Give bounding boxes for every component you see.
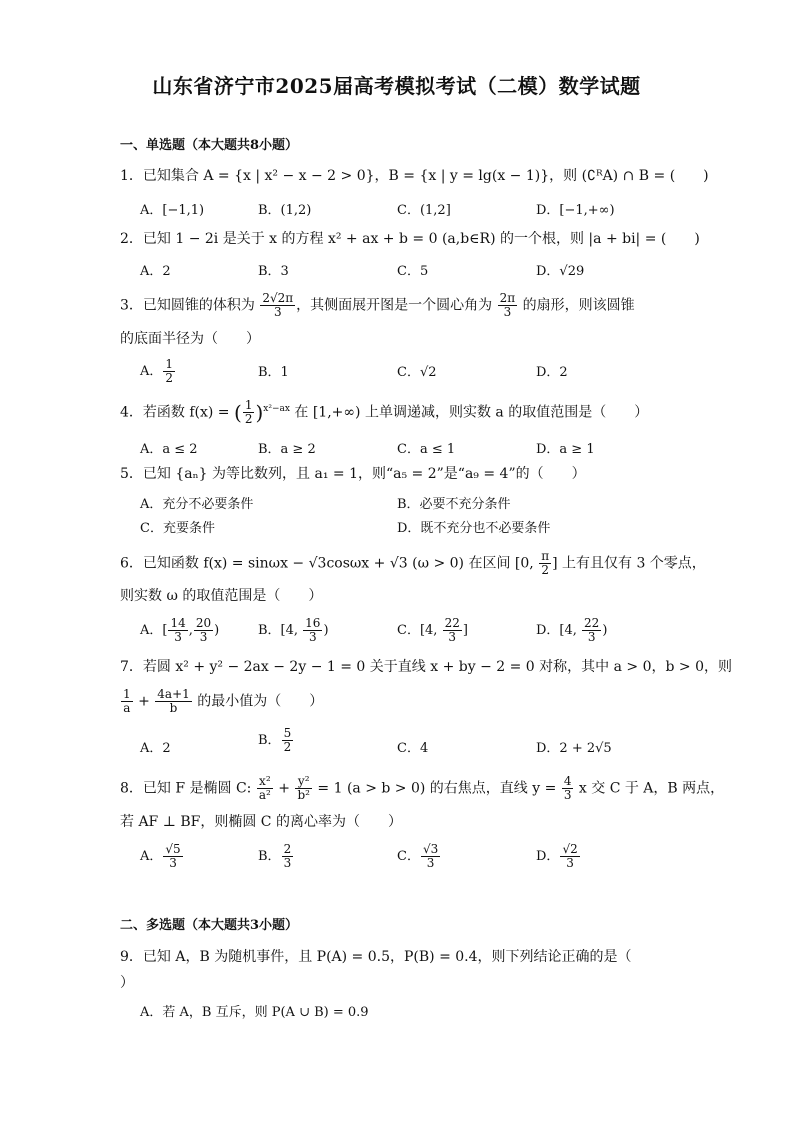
q3-angle-num: 2π: [499, 291, 516, 305]
q3-option-a: [140, 358, 176, 385]
q3-angle-fraction: [498, 292, 518, 319]
q8-c-label: C．: [397, 849, 420, 864]
question-5-stem: 5．已知 {aₙ} 为等比数列，且 a₁ = 1，则“a₅ = 2”是“a₉ = 4”的（ ）: [120, 466, 586, 482]
q4-exponent: x²−ax: [263, 404, 290, 414]
q8-a-den: 3: [169, 856, 177, 870]
q6-a-num1: 14: [170, 616, 186, 630]
q6-c-den: 3: [448, 630, 457, 644]
q1-option-d: D．[−1,+∞): [536, 203, 615, 218]
q4-option-c: C．a ≤ 1: [397, 442, 456, 457]
q6-a-den1: 3: [174, 630, 182, 644]
q8-option-a: [140, 843, 184, 870]
question-8-stem-line1: [120, 774, 725, 802]
q3-a-fraction: [163, 358, 175, 385]
q4-paren-close: ): [255, 400, 264, 425]
q8-x-den: a²: [258, 788, 271, 802]
question-3-stem-line1: [120, 292, 680, 319]
q6-d-close: ): [602, 623, 608, 638]
q3-option-c: C．√2: [397, 365, 437, 380]
q3-text-b: ，其侧面展开图是一个圆心角为: [296, 297, 497, 314]
q5-option-d: D．既不充分也不必要条件: [397, 521, 551, 536]
q3-text-a: 3．已知圆锥的体积为: [120, 297, 260, 314]
q3-volume-fraction: [260, 292, 295, 319]
q1-option-a: A．[−1,1): [140, 203, 205, 218]
question-3-stem-line2: 的底面半径为（ ）: [120, 331, 260, 347]
q2-option-a: A．2: [140, 264, 171, 279]
q6-text-b: 上有且仅有 3 个零点，: [557, 555, 706, 572]
q6-d-den: 3: [587, 630, 596, 644]
q9-option-a: A．若 A，B 互斥，则 P(A ∪ B) = 0.9: [140, 1005, 369, 1020]
q2-option-c: C．5: [397, 264, 429, 279]
q8-text-a: 8．已知 F 是椭圆 C:: [120, 780, 256, 797]
q6-b-close: ): [323, 623, 329, 638]
q4-option-a: A．a ≤ 2: [140, 442, 198, 457]
q6-text-a: 6．已知函数 f(x) = sinωx − √3cosωx + √3 (ω > 0) 在区间: [120, 555, 515, 572]
question-7-stem-line2: [120, 688, 680, 715]
q3-text-c: 的扇形，则该圆锥: [518, 297, 635, 314]
q6-pi-num: π: [541, 549, 550, 563]
q6-pi-fraction: [539, 550, 551, 577]
q8-text-c: x 交 C 于 A，B 两点，: [574, 780, 725, 797]
q1-option-c: C．(1,2]: [397, 203, 451, 218]
q8-slope-frac: [562, 775, 574, 802]
q7-b-den: 2: [283, 740, 292, 754]
q4-base-den: 2: [244, 412, 253, 427]
q8-slope-den: 3: [563, 788, 572, 802]
q4-paren-open: (: [234, 400, 242, 425]
q7-b-label: B．: [258, 733, 281, 748]
q6-a-close: ): [214, 623, 220, 638]
q7-b-frac: [282, 727, 294, 754]
q8-b-num: 2: [283, 842, 292, 856]
q6-a-frac1: [168, 617, 187, 644]
q8-option-b: [258, 843, 294, 870]
q5-option-a: A．充分不必要条件: [140, 497, 254, 512]
q6-pi-den: 2: [541, 563, 549, 577]
q8-y-den: b²: [297, 788, 310, 802]
q6-c-open: C．[4,: [397, 623, 442, 638]
question-2-stem: 2．已知 1 − 2i 是关于 x 的方程 x² + ax + b = 0 (a,b∈R) 的一个根，则 |a + bi| = ( ): [120, 231, 700, 247]
q7-frac1-den: a: [123, 701, 131, 715]
q6-b-frac: [303, 617, 322, 644]
q8-b-label: B．: [258, 849, 281, 864]
q7-frac2-den: b: [169, 701, 178, 715]
question-9-stem-line1: 9．已知 A，B 为随机事件，且 P(A) = 0.5，P(B) = 0.4，则下列结论正确的是（: [120, 949, 632, 965]
q5-option-b: B．必要不充分条件: [397, 497, 511, 512]
question-4-stem: [120, 398, 680, 426]
question-6-stem-line1: [120, 549, 706, 577]
q7-frac1: [121, 688, 133, 715]
q6-b-num: 16: [305, 616, 321, 630]
q8-option-d: [536, 843, 581, 870]
q8-d-num: √2: [562, 842, 578, 856]
q8-a-frac: [163, 843, 182, 870]
q7-frac1-num: 1: [123, 687, 131, 701]
q8-b-frac: [282, 843, 294, 870]
q2-option-d: D．√29: [536, 264, 585, 279]
q7-plus: +: [133, 693, 155, 710]
q4-option-d: D．a ≥ 1: [536, 442, 595, 457]
q8-c-den: 3: [426, 856, 435, 870]
q7-frac2-num: 4a+1: [157, 687, 190, 701]
q7-option-c: C．4: [397, 741, 429, 756]
q7-b-num: 5: [283, 726, 292, 740]
q6-option-b: [258, 617, 329, 644]
q8-x-num: x²: [257, 775, 273, 789]
section-heading-single-choice: 一、单选题（本大题共8小题）: [120, 138, 299, 153]
q3-a-label: A．: [140, 364, 163, 379]
q7-frac2: [155, 688, 191, 715]
q6-c-frac: [443, 617, 462, 644]
question-9-stem-line2: ）: [120, 975, 134, 991]
q6-c-num: 22: [444, 616, 460, 630]
q4-base-fraction: [243, 399, 255, 426]
q3-option-b: B．1: [258, 365, 289, 380]
q6-interval-right: ]: [552, 555, 558, 572]
q8-d-den: 3: [566, 856, 574, 870]
q6-c-close: ]: [462, 623, 468, 638]
q8-option-c: [397, 843, 441, 870]
q3-volume-num: 2√2π: [262, 291, 294, 305]
q6-a-frac2: [194, 617, 213, 644]
q3-option-d: D．2: [536, 365, 568, 380]
q6-interval-left: [0,: [514, 555, 539, 572]
q6-d-num: 22: [584, 616, 600, 630]
q6-option-c: [397, 617, 468, 644]
question-7-stem-line1: 7．若圆 x² + y² − 2ax − 2y − 1 = 0 关于直线 x + by − 2 = 0 对称，其中 a > 0，b > 0，则: [120, 659, 732, 675]
q3-a-num: 1: [165, 357, 174, 371]
q8-text-b: = 1 (a > b > 0) 的右焦点，直线 y =: [312, 780, 561, 797]
q4-text-a: 4．若函数 f(x) =: [120, 404, 234, 421]
section-heading-multiple-choice: 二、多选题（本大题共3小题）: [120, 918, 299, 933]
page-title: 山东省济宁市2025届高考模拟考试（二模）数学试题: [152, 74, 641, 98]
q5-option-c: C．充要条件: [140, 521, 215, 536]
q2-option-b: B．3: [258, 264, 289, 279]
q8-a-label: A．: [140, 849, 163, 864]
q6-option-d: [536, 617, 607, 644]
q6-d-frac: [582, 617, 601, 644]
q3-angle-den: 3: [503, 305, 512, 319]
q7-option-d: D．2 + 2√5: [536, 741, 612, 756]
question-6-stem-line2: 则实数 ω 的取值范围是（ ）: [120, 588, 323, 604]
q4-option-b: B．a ≥ 2: [258, 442, 316, 457]
q6-option-a: A．[ $\frac{14}{3}$ , $\frac{20}{3}$ ): [140, 616, 220, 644]
q6-a-num2: 20: [195, 616, 212, 630]
question-8-stem-line2: 若 AF ⊥ BF，则椭圆 C 的离心率为（ ）: [120, 814, 402, 830]
question-1-stem: 1．已知集合 A = {x | x² − x − 2 > 0}，B = {x | y = lg(x − 1)}，则 (∁ᴿA) ∩ B = ( ): [120, 168, 709, 184]
q8-c-num: √3: [422, 842, 439, 856]
q8-b-den: 3: [283, 856, 292, 870]
q6-a-open: A．[: [140, 623, 168, 638]
q7-option-a: A．2: [140, 741, 171, 756]
q8-frac-y: [295, 775, 312, 802]
q7-option-b: [258, 727, 294, 754]
q8-d-frac: [560, 843, 579, 870]
q4-base-num: 1: [244, 398, 253, 413]
q8-d-label: D．: [536, 849, 560, 864]
q3-a-den: 2: [165, 371, 174, 385]
q6-b-open: B．[4,: [258, 623, 303, 638]
q6-d-open: D．[4,: [536, 623, 582, 638]
q3-volume-den: 3: [273, 305, 282, 319]
q6-a-den2: 3: [199, 630, 208, 644]
q4-text-b: 在 [1,+∞) 上单调递减，则实数 a 的取值范围是（ ）: [289, 404, 649, 421]
q8-frac-x: [257, 775, 273, 802]
q7-text-b: 的最小值为（ ）: [192, 693, 324, 710]
q8-y-num: y²: [295, 775, 312, 789]
q6-b-den: 3: [308, 630, 317, 644]
q8-a-num: √5: [165, 842, 181, 856]
q1-option-b: B．(1,2): [258, 203, 312, 218]
q8-plus: +: [273, 780, 295, 797]
q8-slope-num: 4: [563, 774, 572, 788]
q8-c-frac: [421, 843, 440, 870]
